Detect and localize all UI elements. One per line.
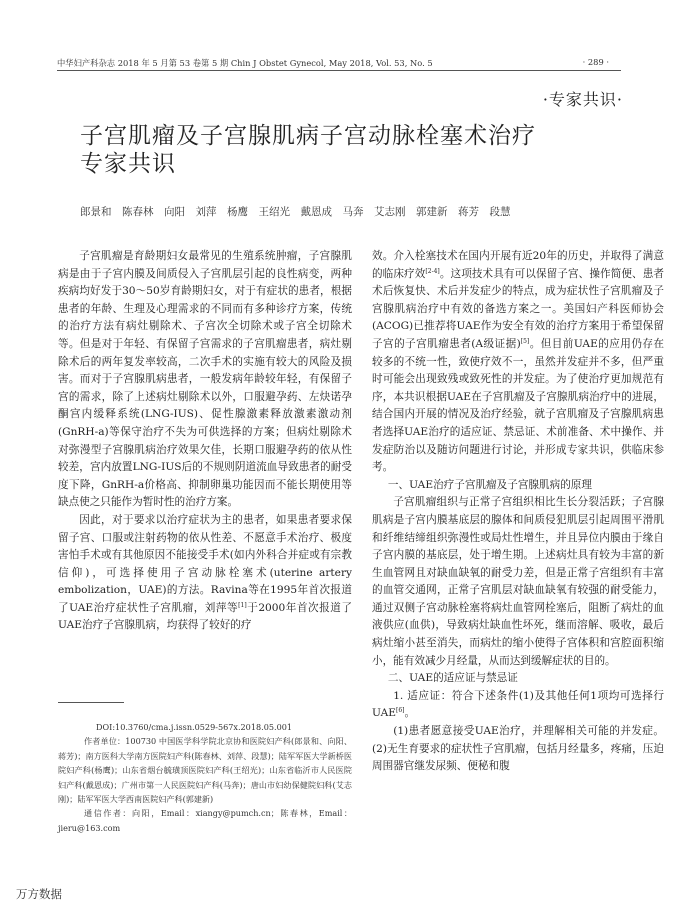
article-title: 子宫肌瘤及子宫腺肌病子宫动脉栓塞术治疗专家共识	[80, 123, 536, 177]
header-rule	[57, 70, 621, 71]
indications-item-1	[372, 688, 664, 723]
correspondence-info: 通信作者：向阳，Email：xiangy@pumch.cn；陈春林，Email：jieru@163.com	[58, 808, 352, 833]
indications-item-1-text-a: 1. 适应证：符合下述条件(1)及其他任何1项均可选择行UAE	[372, 689, 664, 720]
intro-paragraph-1: 子宫肌瘤是育龄期妇女最常见的生殖系统肿瘤，子宫腺肌病是由于子宫内膜及间质侵入子宫肌层引起的良性病变，两种疾病均好发于30～50岁育龄期妇女，对于有症状的患者，根据患者的年龄、生理及心理需求的不同而有多种诊疗方案，传统的治疗方法有病灶剔除术、子宫次全切除术或子宫全切除术等。但是对于年轻、有保留子宫需求的子宫肌瘤患者，病灶剔除术后的两年复发率较高，二次手术的实施有较大的风险及损害。而对于子宫腺肌病患者，一般发病年龄较年轻，有保留子宫的需求，除了上述病灶剔除术以外，口服避孕药、左炔诺孕酮宫内缓释系统(LNG-IUS)、促性腺激素释放激素激动剂(GnRH-a)等保守治疗不失为可供选择的方案；但病灶剔除术对弥漫型子宫腺肌病治疗效果欠佳，长期口服避孕药的依从性较差，宫内放置LNG-IUS后的不规则阴道流血导致患者的耐受度下降，GnRH-a价格高、抑制卵巢功能因而不能长期使用等缺点使之只能作为暂时性的治疗方案。	[58, 250, 352, 509]
section-heading-1: 一、UAE治疗子宫肌瘤及子宫腺肌病的原理	[387, 478, 592, 491]
intro-paragraph-3	[372, 248, 664, 477]
doi-line: DOI:10.3760/cma.j.issn.0529-567x.2018.05.001	[96, 722, 293, 732]
citation-ref: [1]	[238, 601, 247, 609]
citation-ref: [6]	[396, 707, 405, 715]
intro-paragraph-2-text-a: 因此，对于要求以治疗症状为主的患者，如果患者要求保留子宫、口服或注射药物的依从性差、不愿意手术治疗、极度害怕手术或有其他原因不能接受手术(如内外科合并症或有宗教信仰)，可选择使用子宫动脉栓塞术(uterine artery embolization，UAE)的方法。Ravina等在1995年首次报道了UAE治疗症状性子宫肌瘤，刘萍等	[58, 513, 352, 614]
citation-ref: [2-4]	[425, 267, 440, 275]
body-column-right	[372, 248, 664, 776]
intro-paragraph-2	[58, 512, 352, 635]
section-heading-2: 二、UAE的适应证与禁忌证	[387, 672, 518, 685]
page-number: · 289 ·	[582, 57, 609, 67]
indications-item-1-text-b: 。	[404, 707, 416, 720]
author-affiliations: 作者单位：100730 中国医学科学院北京协和医院妇产科(郎景和、向阳、蒋芳)；南方医科大学南方医院妇产科(陈春林、刘萍、段慧)；陆军军医大学新桥医院妇产科(杨鹰)；山东省烟台毓璜顶医院妇产科(王绍光)；山东省临沂市人民医院妇产科(戴恩成)；广州市第一人民医院妇产科(马奔)；唐山市妇幼保健院妇科(艾志刚)；陆军军医大学西南医院妇产科(郭建新)	[58, 736, 352, 805]
intro-paragraph-3-text-a: 效。介入栓塞技术在国内开展有近20年的历史，并取得了满意的临床疗效	[372, 250, 664, 280]
intro-paragraph-2-text-b: 于2000年首次报道了UAE治疗子宫腺肌病，均获得了较好的疗	[58, 601, 352, 632]
intro-paragraph-3-text-c: 。但目前UAE的应用仍存在较多的不统一性，致使疗效不一，虽然并发症并不多，但严重时可能会出现致残或致死性的并发症。为了使治疗更加规范有序，本共识根据UAE在子宫肌瘤及子宫腺肌病治疗中的进展，结合国内开展的情况及治疗经验，就子宫肌瘤及子宫腺肌病患者选择UAE治疗的适应证、禁忌证、术前准备、术中操作、并发症防治以及随访问题进行讨论，并形成专家共识，供临床参考。	[372, 337, 664, 474]
footnotes	[58, 720, 352, 835]
author-list: 郎景和 陈春林 向阳 刘萍 杨鹰 王绍光 戴恩成 马奔 艾志刚 郭建新 蒋芳 段慧	[80, 206, 511, 218]
footnote-rule	[58, 702, 124, 703]
intro-paragraph-3-text-b: 。这项技术具有可以保留子宫、操作简便、患者术后恢复快、术后并发症少的特点，成为症状性子宫肌瘤及子宫腺肌病治疗中有效的备选方案之一。美国妇产科医师协会(ACOG)已推荐将UAE作为安全有效的治疗方案用于希望保留子宫的子宫肌瘤患者(A级证据)	[372, 267, 665, 350]
wanfang-data-logo: 万方数据	[16, 887, 62, 901]
section-1-paragraph: 子宫肌瘤组织与正常子宫组织相比生长分裂活跃；子宫腺肌病是子宫内膜基底层的腺体和间质侵犯肌层引起周围平滑肌和纤维结缔组织弥漫性或局灶性增生，并且异位内膜由于缘自子宫内膜的基底层，处于增生期。上述病灶具有较为丰富的新生血管网且对缺血缺氧的耐受力差，但是正常子宫组织有丰富的血管交通网，正常子宫肌层对缺血缺氧有较强的耐受能力，通过双侧子宫动脉栓塞将病灶血管网栓塞后，阻断了病灶的血液供应(血供)，导致病灶缺血性坏死，继而溶解、吸收，最后病灶缩小甚至消失，而病灶的缩小使得子宫体积和宫腔面积缩小，能有效减少月经量，从而达到缓解症状的目的。	[372, 496, 664, 667]
body-column-left	[58, 248, 352, 635]
column-tag: ·专家共识·	[542, 90, 623, 109]
journal-header: 中华妇产科杂志 2018 年 5 月第 53 卷第 5 期 Chin J Obstet Gynecol, May 2018, Vol. 53, No. 5	[57, 58, 433, 68]
citation-ref: [5]	[520, 337, 530, 345]
indications-item-2: (1)患者愿意接受UAE治疗，并理解相关可能的并发症。(2)无生育要求的症状性子宫肌瘤，包括月经量多，疼痛，压迫周围器官继发尿频、便秘和腹	[372, 725, 664, 773]
